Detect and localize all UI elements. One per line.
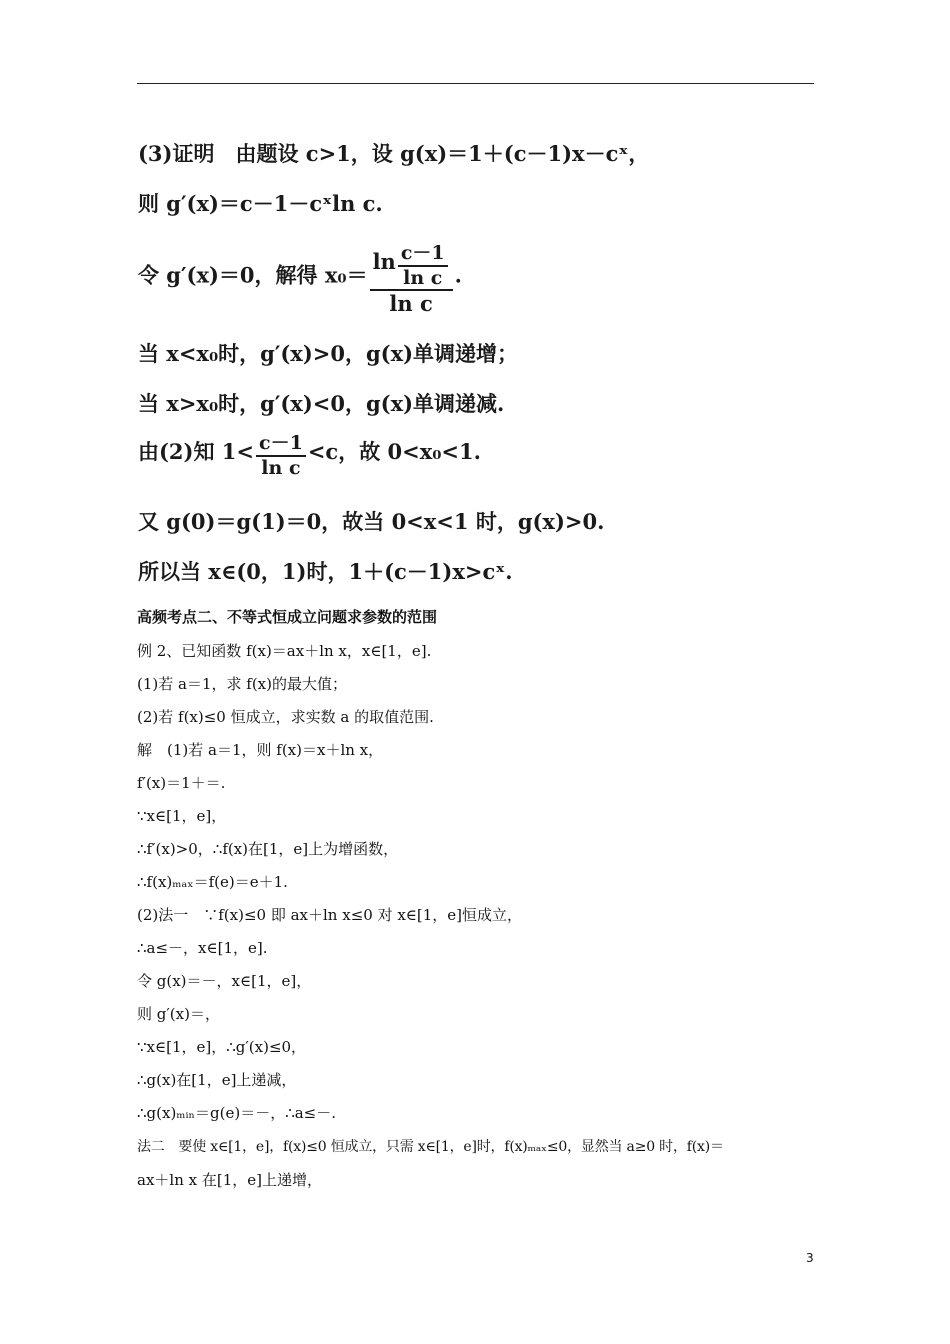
text-line: 则 g′(x)＝， (137, 1005, 220, 1023)
text-line: (2)若 f(x)≤0 恒成立，求实数 a 的取值范围. (137, 708, 434, 726)
page-number: 3 (806, 1251, 814, 1265)
text-line: ∵x∈[1，e]，∴g′(x)≤0， (137, 1038, 307, 1056)
proof-line-6-suffix: <c，故 0<x₀<1. (307, 439, 481, 464)
ln-label: ln (372, 249, 396, 274)
header-rule (137, 83, 814, 84)
x0-fraction (370, 238, 453, 316)
proof-line-7: 又 g(0)＝g(1)＝0，故当 0<x<1 时，g(x)>0. (138, 509, 605, 534)
proof-line-3 (138, 238, 462, 316)
text-line: (2)法一 ∵f(x)≤0 即 ax＋ln x≤0 对 x∈[1，e]恒成立， (137, 906, 523, 924)
text-line: ∴f(x)ₘₐₓ＝f(e)＝e＋1. (137, 873, 288, 891)
text-line: f′(x)＝1＋＝. (137, 774, 226, 792)
text-line: ∴a≤－，x∈[1，e]. (137, 939, 268, 957)
text-line: 解 (1)若 a＝1，则 f(x)＝x＋ln x， (137, 741, 384, 759)
text-line: 法二 要使 x∈[1，e]，f(x)≤0 恒成立，只需 x∈[1，e]时，f(x)ₘₐₓ≤0，显然当 a≥0 时，f(x)＝ (137, 1139, 724, 1155)
bound-fraction-numerator: c－1 (259, 432, 303, 454)
x0-fraction-denominator: ln c (370, 289, 453, 316)
proof-line-3-prefix: 令 g′(x)＝0，解得 x₀＝ (138, 262, 368, 288)
section-title: 高频考点二、不等式恒成立问题求参数的范围 (137, 608, 438, 626)
text-line: ∵x∈[1，e]， (137, 807, 227, 825)
inner-fraction-numerator: c－1 (400, 242, 445, 264)
proof-line-5: 当 x>x₀时，g′(x)<0，g(x)单调递减. (138, 391, 505, 416)
proof-line-8: 所以当 x∈(0，1)时，1＋(c－1)x>cˣ. (138, 559, 513, 584)
text-line: 令 g(x)＝－，x∈[1，e]， (137, 972, 312, 990)
bound-fraction (256, 428, 306, 479)
proof-line-6-prefix: 由(2)知 1< (138, 439, 255, 464)
inner-fraction-denominator: ln c (398, 265, 448, 289)
text-line: ax＋ln x 在[1，e]上递增， (137, 1171, 322, 1189)
text-line: ∴f′(x)>0，∴f(x)在[1，e]上为增函数， (137, 840, 399, 858)
text-line: ∴g(x)在[1，e]上递减， (137, 1071, 297, 1089)
proof-line-3-suffix: . (454, 262, 462, 288)
text-line: 例 2、已知函数 f(x)＝ax＋ln x，x∈[1，e]. (137, 642, 432, 660)
proof-line-1: (3)证明 由题设 c>1，设 g(x)＝1＋(c－1)x－cˣ， (138, 141, 650, 166)
text-line: (1)若 a＝1，求 f(x)的最大值； (137, 675, 347, 693)
x0-fraction-numerator (370, 238, 453, 289)
proof-line-4: 当 x<x₀时，g′(x)>0，g(x)单调递增； (138, 341, 519, 366)
bound-fraction-denominator: ln c (256, 455, 306, 479)
proof-line-6 (138, 428, 481, 479)
proof-line-2: 则 g′(x)＝c－1－cˣln c. (138, 191, 383, 216)
inner-fraction (398, 238, 448, 289)
text-line: ∴g(x)ₘᵢₙ＝g(e)＝－，∴a≤－. (137, 1104, 337, 1122)
